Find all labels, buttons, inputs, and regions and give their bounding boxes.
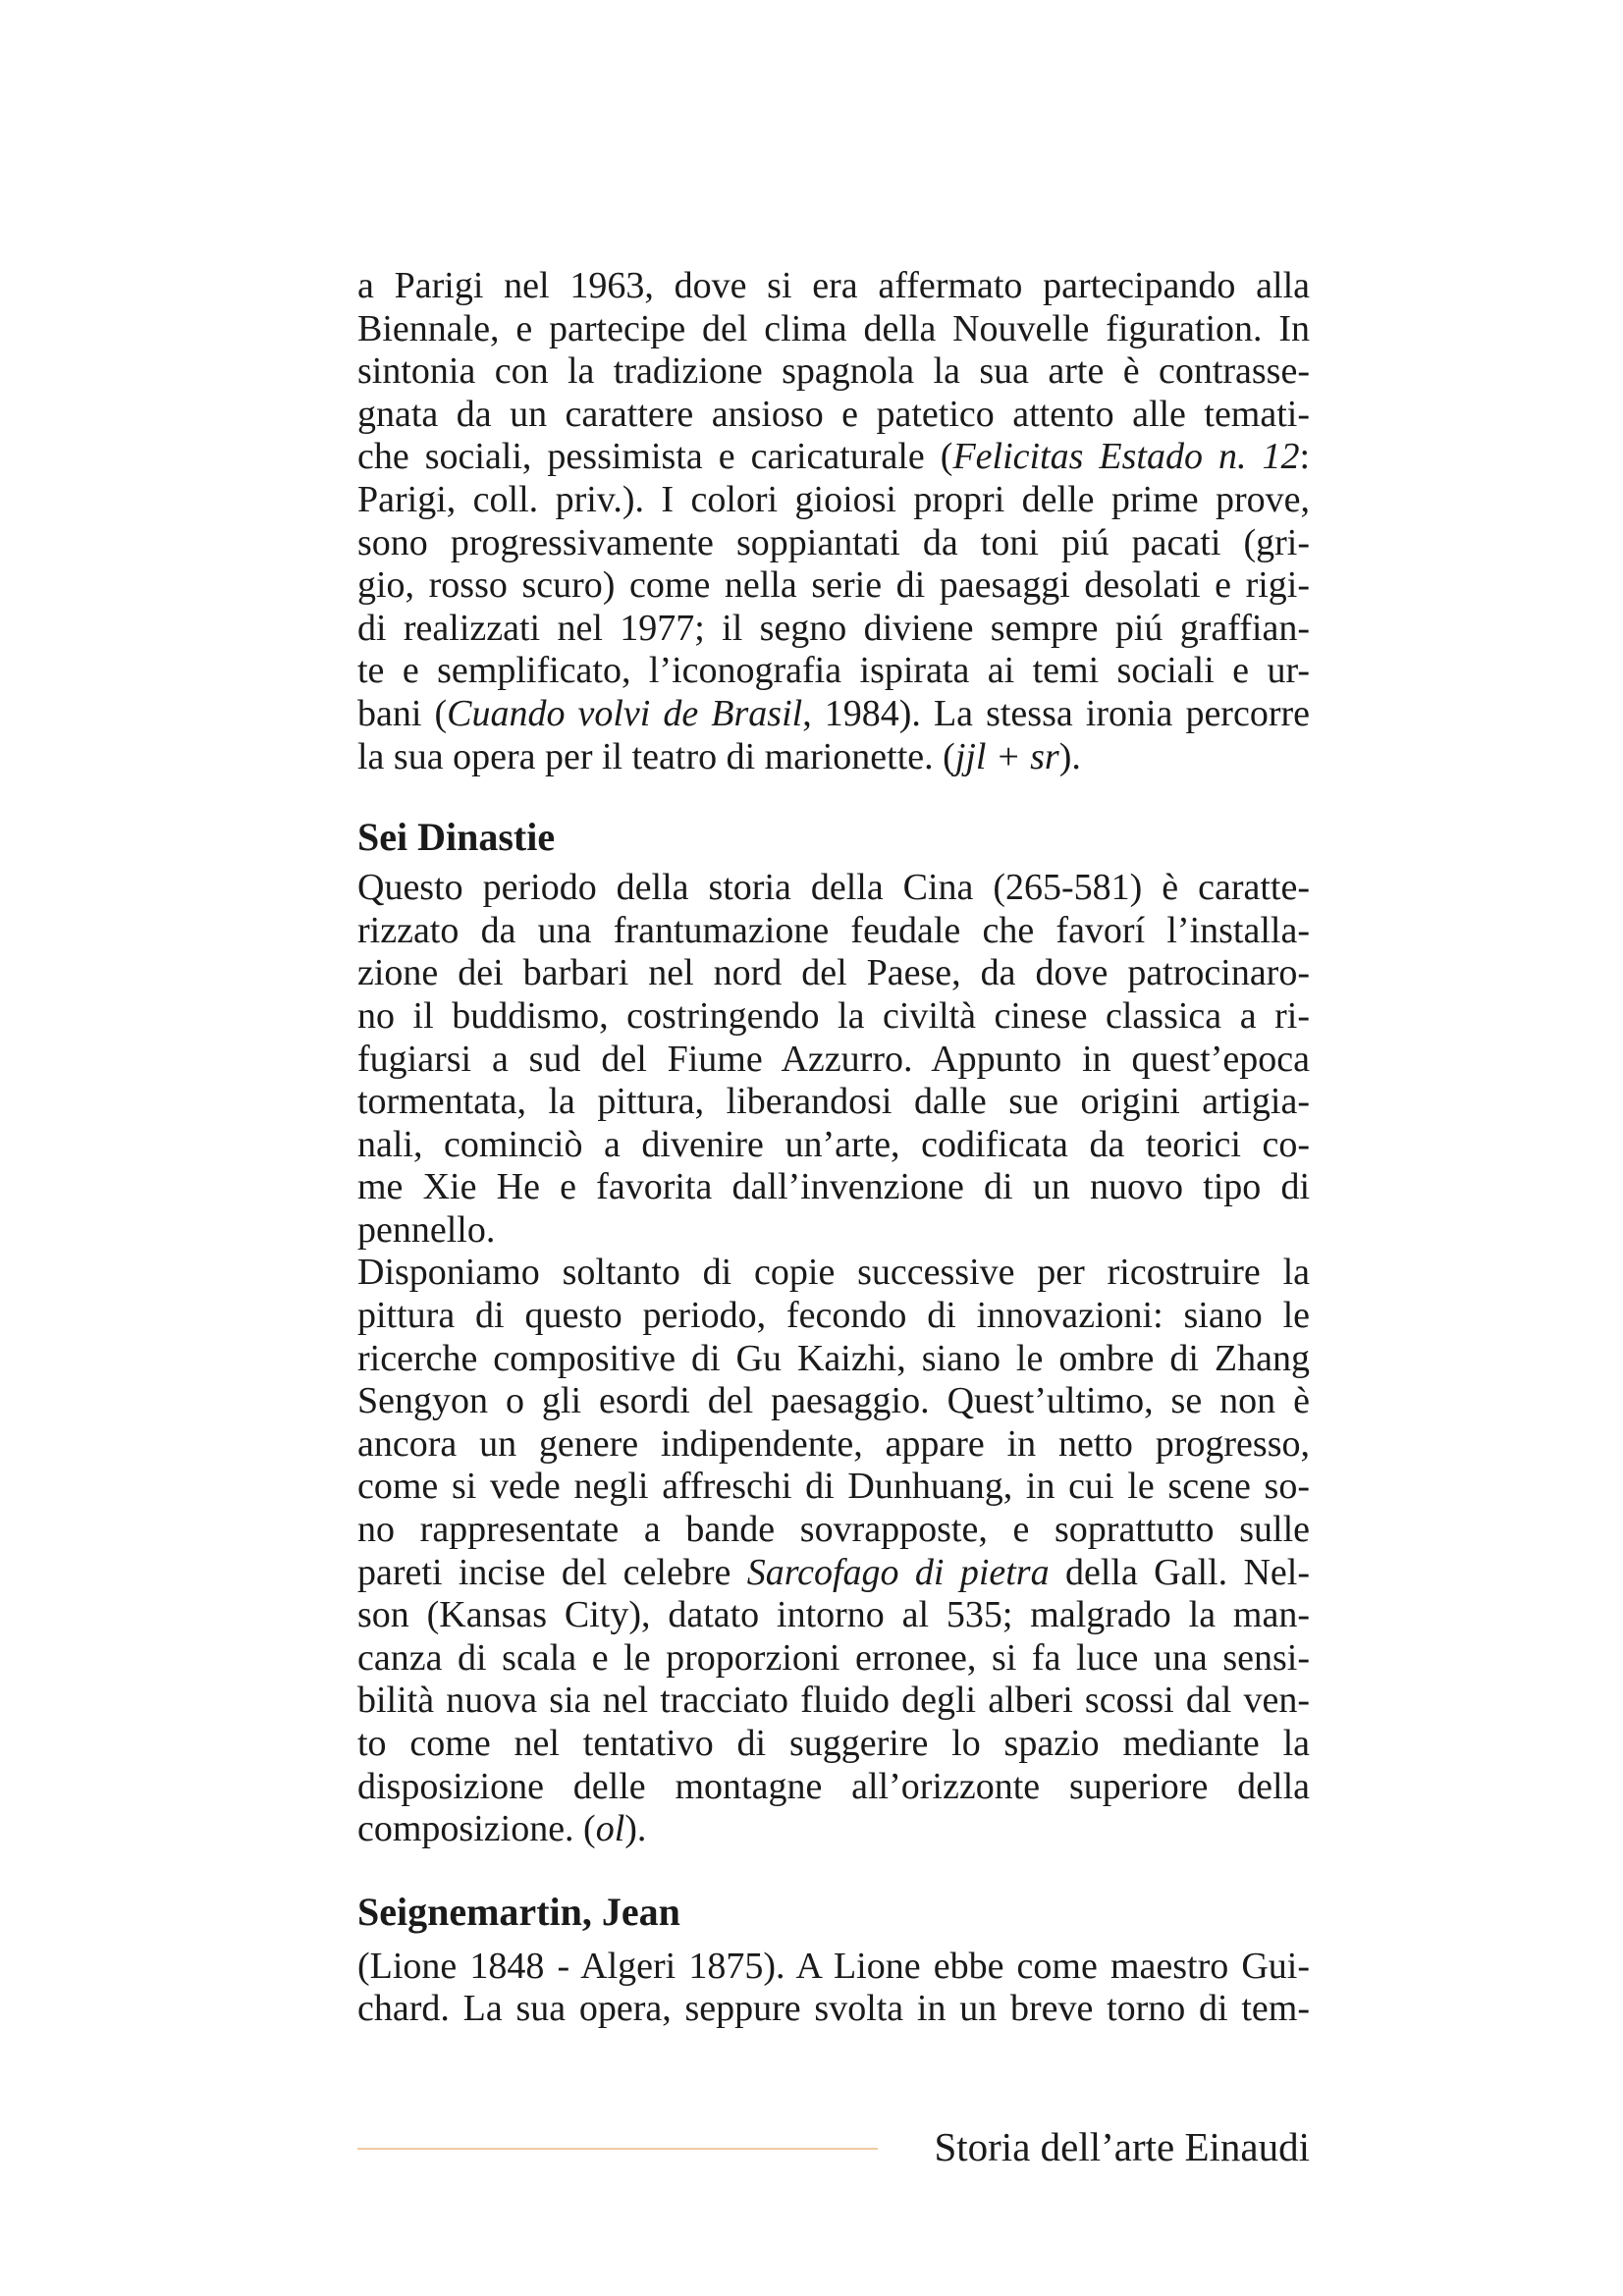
text-line bbox=[357, 1552, 1310, 1595]
text-line: Disponiamo soltanto di copie successive per ricostruire la bbox=[357, 1252, 1310, 1294]
footer-rule bbox=[357, 2148, 878, 2150]
text-line bbox=[357, 436, 1310, 479]
text-line: to come nel tentativo di suggerire lo spazio mediante la bbox=[357, 1723, 1310, 1764]
text-line: sintonia con la tradizione spagnola la sua arte è contrasse- bbox=[357, 350, 1310, 393]
text-line: bilità nuova sia nel tracciato fluido degli alberi scossi dal ven- bbox=[357, 1680, 1310, 1722]
text-run: , 1984). La stessa ironia percorre bbox=[802, 692, 1311, 734]
text-run: ). bbox=[1058, 735, 1081, 777]
entry-paragraph bbox=[357, 867, 1310, 1252]
text-line: no rappresentate a bande sovrapposte, e soprattutto sulle bbox=[357, 1509, 1310, 1551]
entry-heading-seignemartin: Seignemartin, Jean bbox=[357, 1889, 680, 1934]
text-line bbox=[357, 1808, 1310, 1851]
text-line: pennello. bbox=[357, 1208, 496, 1251]
text-line: ancora un genere indipendente, appare in netto progresso, bbox=[357, 1422, 1310, 1465]
entry-paragraph bbox=[357, 1946, 1310, 2031]
entry-paragraph bbox=[357, 1252, 1310, 1850]
continuation-paragraph bbox=[357, 265, 1310, 778]
text-line: come si vede negli affreschi di Dunhuang, in cui le scene so- bbox=[357, 1466, 1310, 1508]
text-line: sono progressivamente soppiantati da toni piú pacati (gri- bbox=[357, 521, 1310, 563]
text-run: ). bbox=[624, 1808, 647, 1850]
text-line: rizzato da una frantumazione feudale che favorí l’installa- bbox=[357, 909, 1310, 951]
artwork-title: Cuando volvi de Brasil bbox=[447, 692, 803, 734]
text-run: che sociali, pessimista e caricaturale ( bbox=[357, 436, 953, 478]
text-line: gnata da un carattere ansioso e patetico attento alle temati- bbox=[357, 393, 1310, 435]
text-line: Questo periodo della storia della Cina (265-581) è caratte- bbox=[357, 867, 1310, 909]
text-run: pareti incise del celebre bbox=[357, 1551, 747, 1593]
artwork-title: Felicitas Estado n. 12 bbox=[952, 436, 1300, 478]
artwork-title: Sarcofago di pietra bbox=[746, 1551, 1050, 1593]
text-line: zione dei barbari nel nord del Paese, da dove patrocinaro- bbox=[357, 952, 1310, 994]
text-line: di realizzati nel 1977; il segno diviene sempre piú graffian- bbox=[357, 607, 1310, 649]
text-column bbox=[357, 265, 1310, 2031]
text-line: tormentata, la pittura, liberandosi dalle sue origini artigia- bbox=[357, 1081, 1310, 1123]
text-line: Biennale, e partecipe del clima della Nouvelle figuration. In bbox=[357, 307, 1310, 349]
text-line: nali, cominciò a divenire un’arte, codificata da teorici co- bbox=[357, 1123, 1310, 1165]
author-initials: jjl + sr bbox=[954, 735, 1059, 777]
text-line: chard. La sua opera, seppure svolta in un breve torno di tem- bbox=[357, 1988, 1310, 2030]
text-line: ricerche compositive di Gu Kaizhi, siano le ombre di Zhang bbox=[357, 1337, 1310, 1379]
text-line: gio, rosso scuro) come nella serie di paesaggi desolati e rigi- bbox=[357, 564, 1310, 607]
author-initials: ol bbox=[595, 1808, 625, 1850]
text-line: Parigi, coll. priv.). I colori gioiosi propri delle prime prove, bbox=[357, 478, 1310, 520]
text-line: no il buddismo, costringendo la civiltà cinese classica a ri- bbox=[357, 994, 1310, 1037]
text-line: canza di scala e le proporzioni erronee, si fa luce una sensi- bbox=[357, 1636, 1310, 1679]
text-run: bani ( bbox=[357, 692, 448, 734]
footer-publisher-title: Storia dell’arte Einaudi bbox=[934, 2124, 1310, 2169]
text-line: fugiarsi a sud del Fiume Azzurro. Appunto in quest’epoca bbox=[357, 1038, 1310, 1080]
text-line bbox=[357, 693, 1310, 736]
text-line: te e semplificato, l’iconografia ispirata ai temi sociali e ur- bbox=[357, 650, 1310, 692]
text-line: a Parigi nel 1963, dove si era affermato partecipando alla bbox=[357, 265, 1310, 306]
text-run: : bbox=[1299, 436, 1311, 478]
text-line bbox=[357, 736, 1310, 779]
text-line: me Xie He e favorita dall’invenzione di un nuovo tipo di bbox=[357, 1166, 1310, 1208]
text-run: la sua opera per il teatro di marionette. ( bbox=[357, 735, 955, 777]
text-run: della Gall. Nel- bbox=[1049, 1551, 1310, 1593]
text-line: son (Kansas City), datato intorno al 535; malgrado la man- bbox=[357, 1594, 1310, 1636]
text-line: Sengyon o gli esordi del paesaggio. Quest’ultimo, se non è bbox=[357, 1380, 1310, 1422]
text-run: composizione. ( bbox=[357, 1808, 596, 1850]
text-line: (Lione 1848 - Algeri 1875). A Lione ebbe come maestro Gui- bbox=[357, 1945, 1310, 1987]
text-line: disposizione delle montagne all’orizzonte superiore della bbox=[357, 1765, 1310, 1807]
entry-heading-sei-dinastie: Sei Dinastie bbox=[357, 815, 556, 860]
text-line: pittura di questo periodo, fecondo di innovazioni: siano le bbox=[357, 1295, 1310, 1337]
